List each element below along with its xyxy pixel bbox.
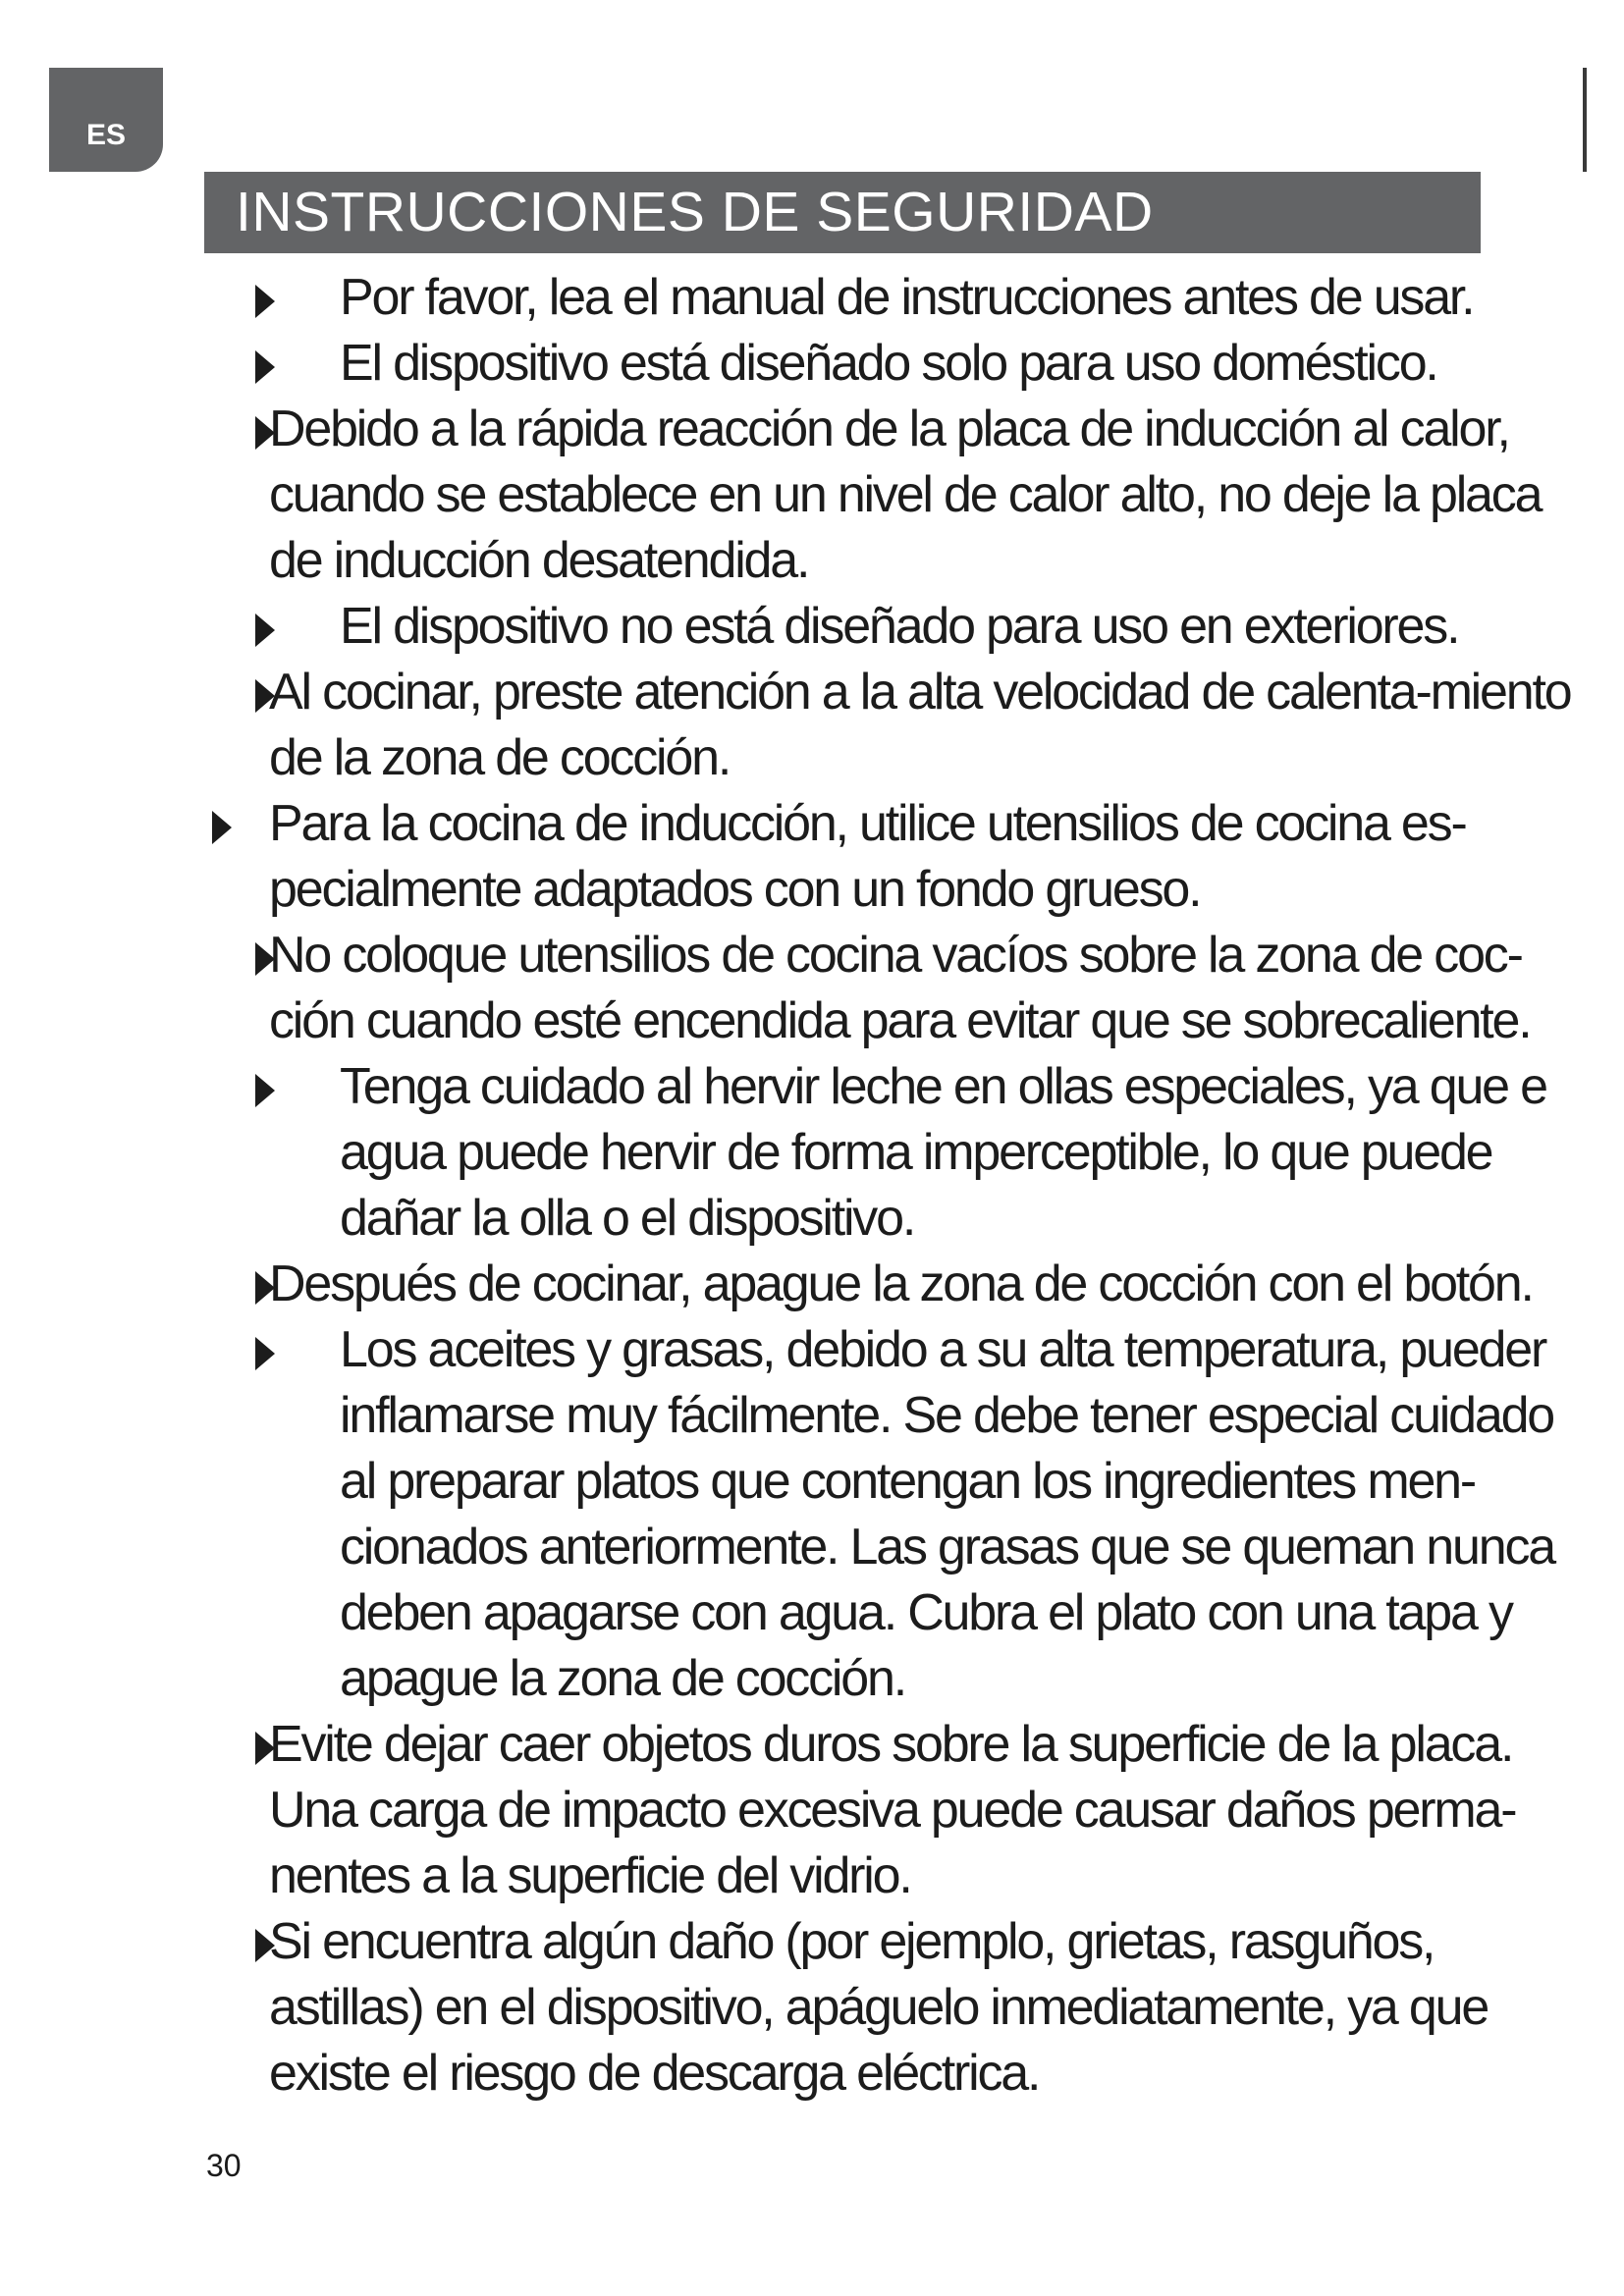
bullet-icon	[255, 1271, 275, 1305]
bullet-icon	[255, 1337, 275, 1370]
list-item-text: Tenga cuidado al hervir leche en ollas especiales, ya que e agua puede hervir de forma imperceptible, lo que puede dañar la olla o el dispositivo.	[340, 1058, 1546, 1247]
list-item-text: Por favor, lea el manual de instrucciones antes de usar.	[340, 269, 1474, 326]
list-item-text: Después de cocinar, apague la zona de cocción con el botón.	[269, 1255, 1533, 1312]
bullet-icon	[255, 1732, 275, 1765]
list-item	[206, 660, 1581, 791]
list-item-text: Si encuentra algún daño (por ejemplo, grietas, rasguños, astillas) en el dispositivo, apáguelo inmediatamente, ya que existe el riesgo de descarga eléctrica.	[269, 1913, 1489, 2102]
list-item	[206, 1909, 1581, 2107]
bullet-icon	[255, 942, 275, 976]
list-item	[206, 1252, 1581, 1317]
list-item	[206, 1712, 1581, 1909]
list-item-text: Para la cocina de inducción, utilice utensilios de cocina es-pecialmente adaptados con un fondo grueso.	[269, 795, 1466, 918]
bullet-icon	[255, 285, 275, 318]
list-item	[206, 397, 1581, 594]
list-item	[206, 791, 1581, 923]
list-item-text: El dispositivo está diseñado solo para uso doméstico.	[340, 335, 1437, 392]
list-item	[206, 923, 1581, 1054]
list-item-text: El dispositivo no está diseñado para uso en exteriores.	[340, 598, 1459, 655]
list-item	[206, 594, 1581, 660]
bullet-icon	[255, 679, 275, 713]
section-title: INSTRUCCIONES DE SEGURIDAD	[204, 172, 1481, 253]
language-tab: ES	[49, 68, 163, 172]
safety-instructions-list	[206, 265, 1581, 2107]
list-item	[206, 265, 1581, 331]
list-item-text: Los aceites y grasas, debido a su alta temperatura, pueder inflamarse muy fácilmente. Se debe tener especial cuidado al preparar platos que contengan los ingredientes men-cionados anteriormente. Las grasas que se queman nunca deben apagarse con agua. Cubra el plato con una tapa y apague la zona de cocción.	[340, 1321, 1554, 1707]
bullet-icon	[255, 416, 275, 450]
page-number: 30	[206, 2148, 242, 2183]
list-item-text: Al cocinar, preste atención a la alta velocidad de calenta-miento de la zona de cocción.	[269, 664, 1571, 786]
bullet-icon	[255, 1074, 275, 1107]
list-item	[206, 331, 1581, 397]
list-item-text: No coloque utensilios de cocina vacíos sobre la zona de coc-ción cuando esté encendida para evitar que se sobrecaliente.	[269, 927, 1531, 1049]
list-item-text: Debido a la rápida reacción de la placa de inducción al calor, cuando se establece en un nivel de calor alto, no deje la placa de inducción desatendida.	[269, 400, 1542, 589]
page-edge-marker	[1583, 68, 1587, 172]
list-item	[206, 1317, 1581, 1712]
bullet-icon	[255, 350, 275, 384]
bullet-icon	[255, 614, 275, 647]
list-item-text: Evite dejar caer objetos duros sobre la superficie de la placa. Una carga de impacto excesiva puede causar daños perma-nentes a la superficie del vidrio.	[269, 1716, 1516, 1904]
bullet-icon	[255, 1929, 275, 1962]
bullet-icon	[212, 811, 232, 844]
list-item	[206, 1054, 1581, 1252]
